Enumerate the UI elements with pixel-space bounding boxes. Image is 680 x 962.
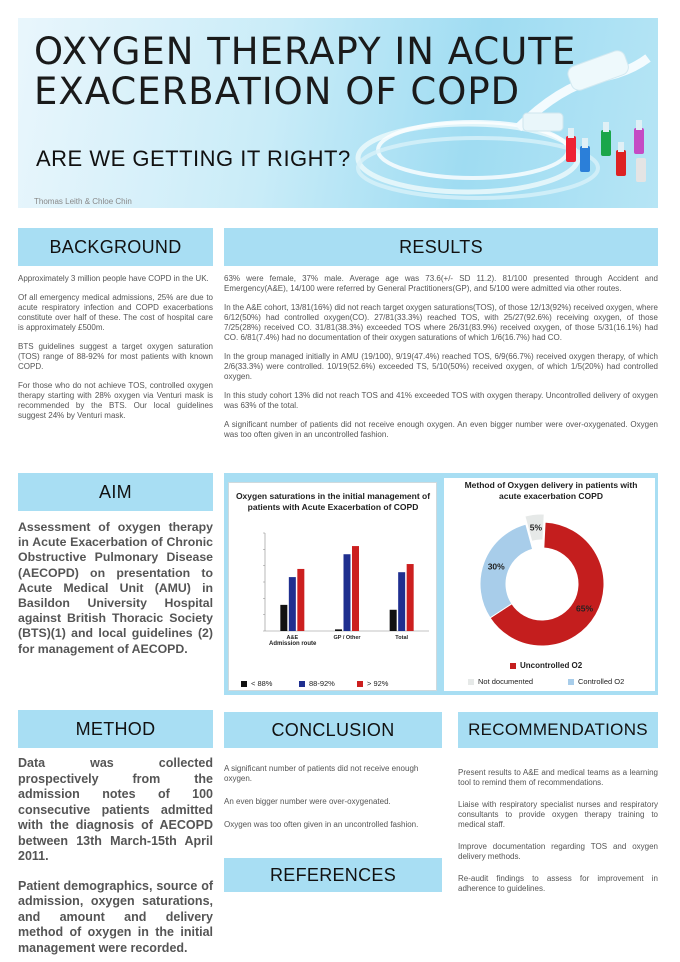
method-paragraph: Data was collected prospectively from the admission notes of 100 consecutive patients admitted with the diagnosis of AECOPD between 13th March-15th April 2011.	[18, 756, 213, 863]
background-heading	[18, 228, 213, 266]
pie-chart	[444, 478, 655, 691]
legend-label: Uncontrolled O2	[520, 661, 583, 670]
results-heading-text: RESULTS	[399, 236, 483, 257]
bar--88-	[335, 629, 342, 631]
conclusion-paragraph: A significant number of patients did not receive enough oxygen.	[224, 764, 419, 783]
recommendations-heading	[458, 712, 658, 748]
results-paragraph: In this study cohort 13% did not reach TOS and 41% exceeded TOS with oxygen therapy. Uncontrolled delivery of oxygen was 63% of the total.	[224, 391, 658, 410]
references-heading	[224, 858, 442, 892]
results-text	[224, 274, 658, 449]
poster-subtitle: ARE WE GETTING IT RIGHT?	[36, 146, 351, 171]
legend-88-92	[299, 679, 335, 688]
method-paragraph: Patient demographics, source of admission, oxygen saturations, and amount and delivery method of oxygen in the initial management were recorded.	[18, 878, 213, 955]
legend-swatch	[510, 663, 516, 669]
conclusion-heading	[224, 712, 442, 748]
recommendations-paragraph: Improve documentation regarding TOS and oxygen delivery methods.	[458, 842, 658, 861]
recommendations-heading-text: RECOMMENDATIONS	[468, 720, 648, 739]
recommendations-paragraph: Re-audit findings to assess for improvement in adherence to guidelines.	[458, 874, 658, 893]
title-banner	[18, 18, 658, 208]
x-tick-label: Total	[395, 635, 409, 641]
bar--92-	[297, 569, 304, 631]
method-text	[18, 756, 213, 962]
recommendations-paragraph: Liaise with respiratory specialist nurses and respiratory consultants to provide oxygen therapy training to medical staff.	[458, 800, 658, 829]
legend-swatch	[241, 681, 247, 687]
legend-label: Not documented	[478, 677, 534, 686]
conclusion-text	[224, 764, 442, 839]
pie-slice-label: 5%	[529, 522, 543, 533]
bar-88-92-	[289, 577, 296, 631]
bar--88-	[390, 610, 397, 631]
legend-controlled	[568, 677, 624, 686]
background-paragraph: Of all emergency medical admissions, 25% are due to acute respiratory infection and COPD exacerbations constitute over half of these. The cost of hospital care is approximately £500m.	[18, 293, 213, 332]
bar-88-92-	[398, 572, 405, 631]
pie-chart-title: Method of Oxygen delivery in patients with acute exacerbation COPD	[464, 480, 638, 501]
background-heading-text: BACKGROUND	[49, 236, 182, 257]
bar--88-	[280, 605, 287, 631]
title-line-2: EXACERBATION OF COPD	[34, 70, 521, 113]
aim-text: Assessment of oxygen therapy in Acute Exacerbation of Chronic Obstructive Pulmonary Disease (AECOPD) on presentation to Acute Medical Unit (AMU) in Basildon University Hospital against British Thoracic Society (BTS)(1) and local guidelines (2) for management of AECOPD.	[18, 520, 213, 656]
background-text	[18, 274, 213, 430]
method-heading	[18, 710, 213, 748]
bar--92-	[407, 564, 414, 631]
conclusion-paragraph: An even bigger number were over-oxygenated.	[224, 797, 391, 806]
recommendations-paragraph: Present results to A&E and medical teams as a learning tool to remind them of recommendations.	[458, 768, 658, 787]
x-tick-label: GP / Other	[333, 635, 361, 641]
legend-over-92	[357, 679, 388, 688]
results-paragraph: 63% were female, 37% male. Average age was 73.6(+/- SD 11.2). 81/100 presented through Accident and Emergency(A&E), 14/100 were referred by General Practitioners(GP), and 5/100 were admitted via other routes.	[224, 274, 658, 293]
conclusion-heading-text: CONCLUSION	[271, 719, 395, 740]
title-line-1: OXYGEN THERAPY IN ACUTE	[34, 30, 577, 73]
legend-swatch	[468, 679, 474, 685]
legend-under-88	[241, 679, 272, 688]
results-paragraph: A significant number of patients did not receive enough oxygen. An even bigger number were over-oxygenated. Oxygen was too often given in an uncontrolled fashion.	[224, 420, 658, 439]
background-paragraph: For those who do not achieve TOS, controlled oxygen therapy starting with 28% oxygen via Venturi mask is recommended by the BTS. Our local guidelines suggest 24% by Venturi mask.	[18, 381, 213, 420]
legend-uncontrolled	[510, 661, 582, 670]
legend-swatch	[568, 679, 574, 685]
legend-label: > 92%	[367, 679, 389, 688]
pie-slice-label: 30%	[487, 561, 505, 572]
legend-swatch	[299, 681, 305, 687]
bar-chart	[229, 483, 438, 692]
bar-88-92-	[344, 554, 351, 631]
pie-slice-label: 65%	[575, 603, 594, 614]
legend-not-documented	[468, 677, 533, 686]
authors: Thomas Leith & Chloe Chin	[34, 197, 132, 206]
conclusion-paragraph: Oxygen was too often given in an uncontrolled fashion.	[224, 820, 419, 829]
bar-chart-card	[228, 482, 437, 691]
poster-title	[34, 32, 576, 112]
legend-swatch	[357, 681, 363, 687]
aim-heading-text: AIM	[99, 481, 132, 502]
x-tick-label: A&E	[286, 635, 299, 641]
results-heading	[224, 228, 658, 266]
results-paragraph: In the group managed initially in AMU (19/100), 9/19(47.4%) reached TOS, 6/9(66.7%) received oxygen therapy, of which 2/6(33.3%) were controlled. 10/19(52.6%) exceeded TS, 5/10(50%) received oxygen, of which 1/5(20%) had controlled oxygen.	[224, 352, 658, 381]
bar-chart-xlabel: Admission route	[269, 641, 317, 647]
method-heading-text: METHOD	[75, 718, 156, 739]
background-paragraph: BTS guidelines suggest a target oxygen saturation (TOS) range of 88-92% for most patients with known COPD.	[18, 342, 213, 371]
bar-chart-title: Oxygen saturations in the initial management of patients with Acute Exacerbation of COPD	[235, 491, 431, 512]
references-heading-text: REFERENCES	[269, 864, 397, 885]
legend-label: < 88%	[251, 679, 273, 688]
aim-heading	[18, 473, 213, 511]
background-paragraph: Approximately 3 million people have COPD in the UK.	[18, 274, 209, 283]
legend-label: 88-92%	[309, 679, 335, 688]
bar--92-	[352, 546, 359, 631]
recommendations-text	[458, 768, 658, 903]
pie-chart-card	[444, 478, 655, 691]
results-paragraph: In the A&E cohort, 13/81(16%) did not reach target oxygen saturations(TOS), of those 12/13(92%) received oxygen, where 6/12(50%) had controlled oxygen(CO). 27/81(33.3%) reached TOS, with 25/27(92.6%) receiving oxygen, of those 7/25(28%) received CO. 31/81(38.3%) exceeded TOS where 26/31(83.9%) received oxygen, of those 5/31(16.1%) had CO. 6/81(7.4%) had no documentation of their oxygen saturations of which 1/6(16.7%) had CO.	[224, 303, 658, 342]
legend-label: Controlled O2	[578, 677, 625, 686]
